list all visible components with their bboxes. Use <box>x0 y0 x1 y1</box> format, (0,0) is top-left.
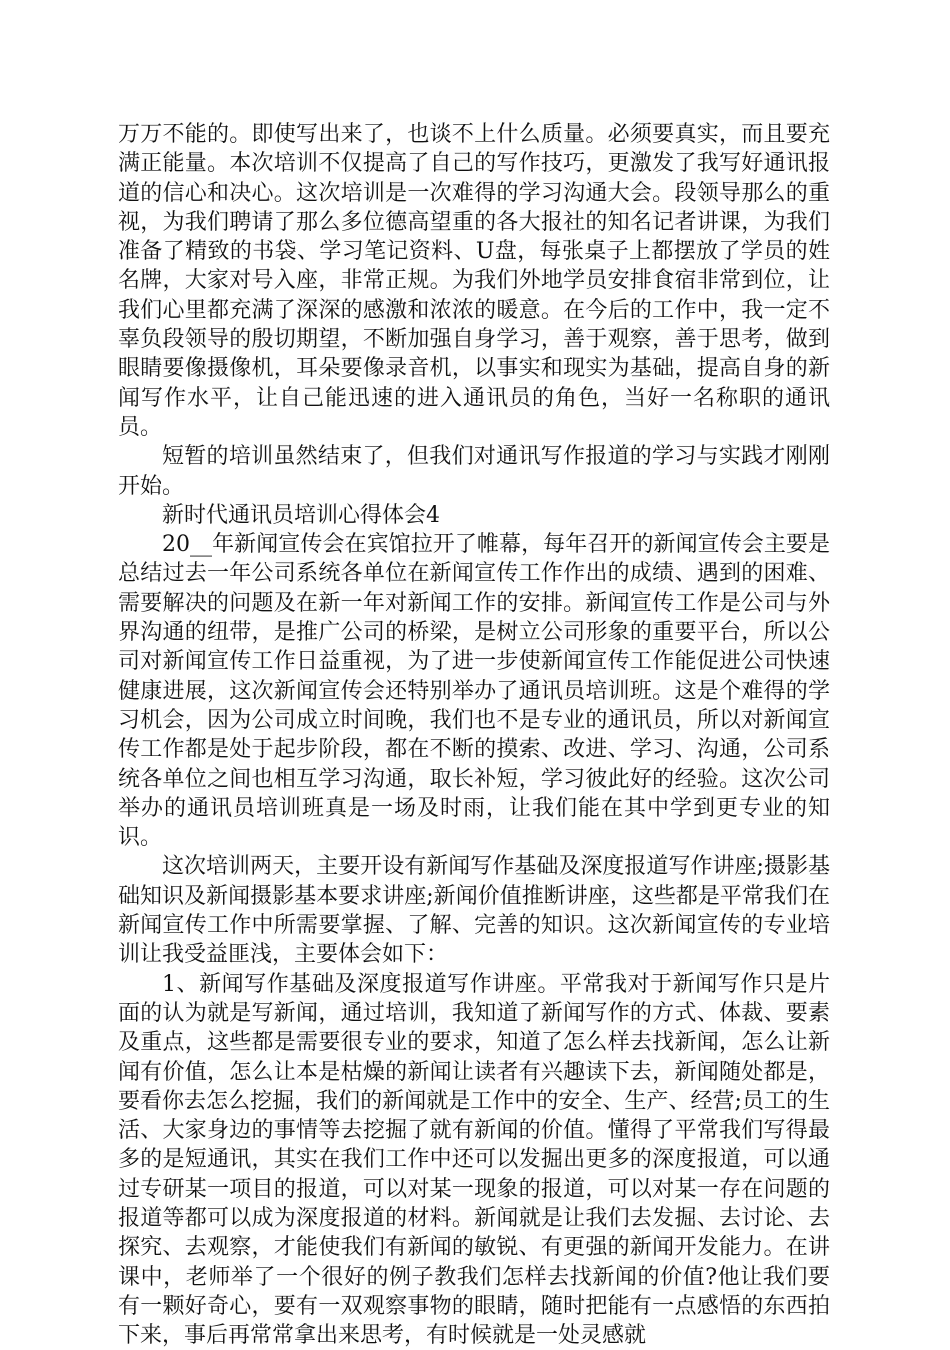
paragraph-3: 20__年新闻宣传会在宾馆拉开了帷幕，每年召开的新闻宣传会主要是总结过去一年公司系统各单位在新闻宣传工作作出的成绩、遇到的困难、需要解决的问题及在新一年对新闻工作的安排。新闻宣传工作是公司与外界沟通的纽带，是推广公司的桥梁，是树立公司形象的重要平台，所以公司对新闻宣传工作日益重视，为了进一步使新闻宣传工作能促进公司快速健康进展，这次新闻宣传会还特别举办了通讯员培训班。这是个难得的学习机会，因为公司成立时间晚，我们也不是专业的通讯员，所以对新闻宣传工作都是处于起步阶段，都在不断的摸索、改进、学习、沟通，公司系统各单位之间也相互学习沟通，取长补短，学习彼此好的经验。这次公司举办的通讯员培训班真是一场及时雨，让我们能在其中学到更专业的知识。 <box>118 532 830 851</box>
paragraph-4: 这次培训两天，主要开设有新闻写作基础及深度报道写作讲座;摄影基础知识及新闻摄影基本要求讲座;新闻价值推断讲座，这些都是平常我们在新闻宣传工作中所需要掌握、了解、完善的知识。这次新闻宣传的专业培训让我受益匪浅，主要体会如下： <box>118 854 830 968</box>
document-body <box>118 120 830 1350</box>
paragraph-5: 1、新闻写作基础及深度报道写作讲座。平常我对于新闻写作只是片面的认为就是写新闻，通过培训，我知道了新闻写作的方式、体裁、要素及重点，这些都是需要很专业的要求，知道了怎么样去找新闻，怎么让新闻有价值，怎么让本是枯燥的新闻让读者有兴趣读下去，新闻随处都是，要看你去怎么挖掘，我们的新闻就是工作中的安全、生产、经营;员工的生活、大家身边的事情等去挖掘了就有新闻的价值。懂得了平常我们写得最多的是短通讯，其实在我们工作中还可以发掘出更多的深度报道，可以通过专研某一项目的报道，可以对某一现象的报道，可以对某一存在问题的报道等都可以成为深度报道的材料。新闻就是让我们去发掘、去讨论、去探究、去观察，才能使我们有新闻的敏锐、有更强的新闻开发能力。在讲课中，老师举了一个很好的例子教我们怎样去找新闻的价值?他让我们要有一颗好奇心，要有一双观察事物的眼睛，随时把能有一点感悟的东西拍下来，事后再常常拿出来思考，有时候就是一处灵感就 <box>118 971 830 1349</box>
section-heading: 新时代通讯员培训心得体会4 <box>162 502 440 528</box>
paragraph-1: 万万不能的。即使写出来了，也谈不上什么质量。必须要真实，而且要充满正能量。本次培训不仅提高了自己的写作技巧，更激发了我写好通讯报道的信心和决心。这次培训是一次难得的学习沟通大会。段领导那么的重视，为我们聘请了那么多位德高望重的各大报社的知名记者讲课，为我们准备了精致的书袋、学习笔记资料、U盘，每张桌子上都摆放了学员的姓名牌，大家对号入座，非常正规。为我们外地学员安排食宿非常到位，让我们心里都充满了深深的感激和浓浓的暖意。在今后的工作中，我一定不辜负段领导的殷切期望，不断加强自身学习，善于观察，善于思考，做到眼睛要像摄像机，耳朵要像录音机，以事实和现实为基础，提高自身的新闻写作水平，让自己能迅速的进入通讯员的角色，当好一名称职的通讯员。 <box>118 122 830 440</box>
paragraph-2: 短暂的培训虽然结束了，但我们对通讯写作报道的学习与实践才刚刚开始。 <box>118 444 830 499</box>
